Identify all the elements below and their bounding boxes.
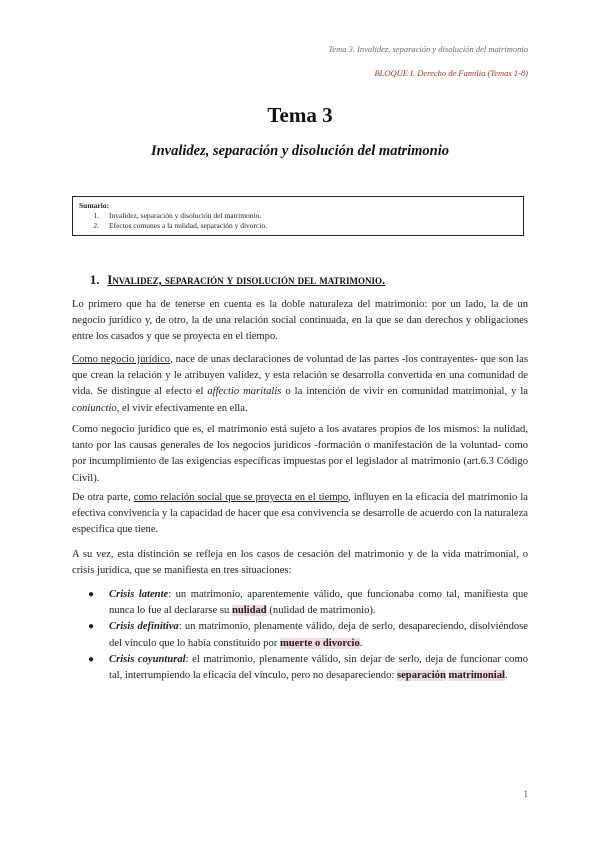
page-subtitle: Invalidez, separación y disolución del matrimonio — [150, 143, 450, 159]
paragraph-2 — [72, 352, 528, 417]
list-item — [72, 587, 528, 619]
list-item-term: Crisis latente — [109, 589, 169, 600]
paragraph-text: , nace de unas declaraciones de voluntad de las partes -los contrayentes- que son las que crean la relación y le atribuyen validez, y esta relación se desarrolla convertida en una comunidad de vida. Se distingue al efecto el — [72, 354, 528, 398]
paragraph-text: , el vivir efectivamente en ella. — [116, 402, 248, 414]
list-item — [72, 652, 528, 684]
paragraph-3: Como negocio jurídico que es, el matrimonio está sujeto a los avatares propios de los mismos: la nulidad, tanto por las causas generales de los negocios jurídicos -formación o manifestación de la voluntad- como por incumplimiento de las exigencias específicas impuestas por el legislador al matrimonio (art.6.3 Código Civil). — [72, 424, 528, 484]
page-number: 1 — [523, 789, 528, 799]
running-header-block: BLOQUE I. Derecho de Familia (Temas 1-8) — [374, 68, 528, 78]
list-item-text: . — [359, 637, 363, 649]
list-item-text: : un matrimonio, plenamente válido, deja de serlo, desapareciendo, disolviéndose del vínculo que lo había constituido por — [109, 621, 528, 649]
summary-label: Sumario: — [79, 201, 109, 210]
list-item-term: Crisis coyuntural — [109, 653, 186, 665]
highlighted-term: nulidad — [231, 605, 267, 617]
paragraph-1: Lo primero que ha de tenerse en cuenta es la doble naturaleza del matrimonio: por un lado, la de un negocio jurídico y, de otro, la de una relación social continuada, en la que se dan derechos y obligaciones entre los casados y que se proyecta en el tiempo. — [72, 299, 528, 343]
paragraph-text: o la intención de vivir en comunidad matrimonial, y la — [281, 386, 528, 398]
section-heading — [90, 273, 385, 288]
italic-term: coniunctio — [72, 402, 117, 414]
page-title: Tema 3 — [267, 103, 333, 127]
summary-item — [79, 211, 517, 221]
summary-item — [79, 221, 517, 231]
list-item-text: : el matrimonio, plenamente válido, sin dejar de serlo, deja de funcionar como tal, interrumpiendo la eficacia del vínculo, pero no desapareciendo: — [109, 653, 528, 682]
section-title: Invalidez, separación y disolución del matrimonio. — [107, 273, 386, 287]
paragraph-text: , influyen en la eficacia del matrimonio la efectiva convivencia y la capacidad de hacer que esa convivencia se desarrolle de acuerdo con la naturaleza específica que tiene. — [72, 492, 529, 536]
bullet-icon: ● — [88, 621, 95, 633]
list-item-text: : un matrimonio, aparentemente válido, que funcionaba como tal, manifiesta que nunca lo fue al declararse su — [109, 589, 528, 617]
running-header-topic: Tema 3. Invalidez, separación y disolución del matrimonio — [328, 44, 528, 54]
section-number: 1. — [90, 273, 100, 287]
list-item — [72, 619, 528, 651]
italic-term: affectio maritalis — [207, 386, 282, 398]
bullet-icon: ● — [88, 653, 95, 665]
summary-item-number: 2. — [93, 221, 99, 230]
summary-item-text: Invalidez, separación y disolución del matrimonio. — [109, 211, 262, 220]
list-item-text: . — [505, 670, 508, 682]
paragraph-4 — [72, 490, 528, 539]
paragraph-5: A su vez, esta distinción se refleja en los casos de cesación del matrimonio y de la vida matrimonial, o crisis jurídica, que se manifiesta en tres situaciones: — [72, 549, 528, 577]
summary-item-text: Efectos comunes a la nulidad, separación y divorcio. — [109, 221, 268, 230]
highlighted-term: muerte o divorcio — [279, 637, 360, 649]
underlined-phrase: Como negocio jurídico — [72, 354, 171, 365]
bullet-icon: ● — [88, 589, 95, 600]
summary-box — [72, 196, 524, 236]
underlined-phrase: como relación social que se proyecta en el tiempo — [133, 492, 349, 503]
crisis-list — [72, 587, 528, 684]
summary-item-number: 1. — [93, 211, 99, 220]
list-item-text: (nulidad de matrimonio). — [266, 605, 376, 617]
highlighted-term: separación — [396, 670, 446, 682]
paragraph-text: De otra parte, — [72, 492, 134, 503]
list-item-term: Crisis definitiva — [109, 621, 179, 633]
highlighted-term: matrimonial — [448, 670, 505, 682]
